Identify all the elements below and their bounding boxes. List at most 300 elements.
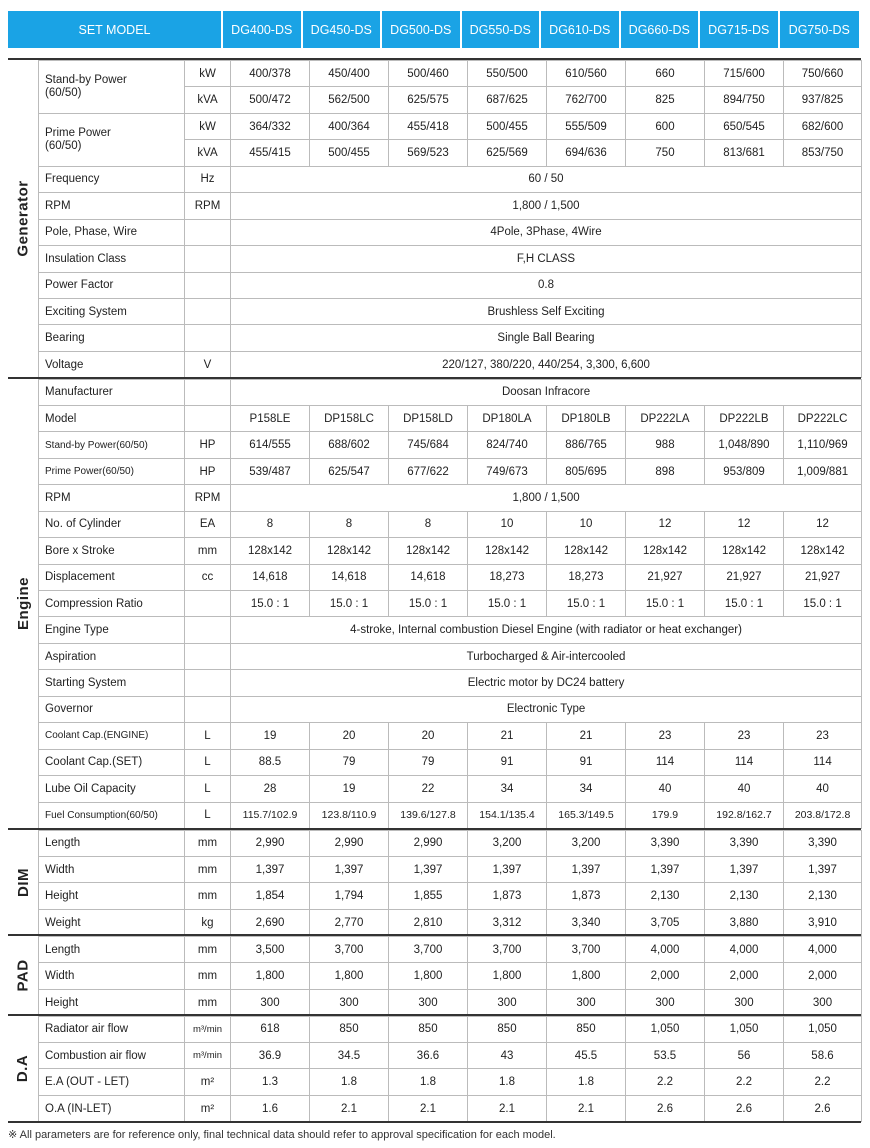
generator-table <box>38 60 862 378</box>
row-label: Aspiration <box>39 643 185 669</box>
value-cell: 15.0 : 1 <box>310 591 389 617</box>
value-cell: 2.6 <box>626 1095 705 1121</box>
span-value-cell: Turbocharged & Air-intercooled <box>231 643 862 669</box>
generator-section-label <box>8 60 38 377</box>
row-label: Bore x Stroke <box>39 538 185 564</box>
row-unit: RPM <box>185 485 231 511</box>
value-cell: 3,700 <box>310 937 389 963</box>
row-unit <box>185 405 231 431</box>
value-cell: 2,990 <box>310 830 389 856</box>
row-unit: kVA <box>185 87 231 113</box>
table-row <box>39 272 862 298</box>
row-label: Model <box>39 405 185 431</box>
value-cell: 614/555 <box>231 432 310 458</box>
row-label: Prime Power(60/50) <box>39 458 185 484</box>
da-section <box>8 1014 861 1122</box>
span-value-cell: Electric motor by DC24 battery <box>231 670 862 696</box>
row-label: No. of Cylinder <box>39 511 185 537</box>
value-cell: DP180LB <box>547 405 626 431</box>
row-unit: mm <box>185 989 231 1015</box>
value-cell: 22 <box>389 776 468 802</box>
table-row <box>39 166 862 192</box>
value-cell: 1,873 <box>468 883 547 909</box>
table-row <box>39 485 862 511</box>
value-cell: 21 <box>547 723 626 749</box>
value-cell: 749/673 <box>468 458 547 484</box>
value-cell: 19 <box>310 776 389 802</box>
value-cell: 688/602 <box>310 432 389 458</box>
generator-section <box>8 58 861 377</box>
value-cell: 2.6 <box>784 1095 862 1121</box>
value-cell: 20 <box>310 723 389 749</box>
value-cell: 500/455 <box>310 140 389 166</box>
value-cell: 500/455 <box>468 113 547 139</box>
row-label: Length <box>39 937 185 963</box>
value-cell: 953/809 <box>705 458 784 484</box>
table-row <box>39 617 862 643</box>
da-section-label <box>8 1016 38 1122</box>
table-row <box>39 696 862 722</box>
value-cell: 4,000 <box>705 937 784 963</box>
row-label: RPM <box>39 485 185 511</box>
value-cell: 36.9 <box>231 1042 310 1068</box>
table-bottom-rule <box>8 1121 861 1123</box>
value-cell: 23 <box>626 723 705 749</box>
table-row <box>39 246 862 272</box>
value-cell: 12 <box>784 511 862 537</box>
value-cell: 91 <box>547 749 626 775</box>
row-label: Insulation Class <box>39 246 185 272</box>
row-unit: L <box>185 723 231 749</box>
pad-table <box>38 936 862 1016</box>
value-cell: 15.0 : 1 <box>784 591 862 617</box>
value-cell: 825 <box>626 87 705 113</box>
value-cell: 300 <box>784 989 862 1015</box>
row-label: Bearing <box>39 325 185 351</box>
row-unit: cc <box>185 564 231 590</box>
value-cell: 79 <box>389 749 468 775</box>
value-cell: 3,910 <box>784 909 862 935</box>
pad-label-text: PAD <box>14 959 32 992</box>
row-unit <box>185 379 231 405</box>
value-cell: 1,397 <box>705 856 784 882</box>
value-cell: 8 <box>310 511 389 537</box>
value-cell: 34 <box>468 776 547 802</box>
row-unit: m³/min <box>185 1042 231 1068</box>
value-cell: 2.1 <box>547 1095 626 1121</box>
row-label: Displacement <box>39 564 185 590</box>
table-row <box>39 458 862 484</box>
value-cell: 2.1 <box>468 1095 547 1121</box>
table-row <box>39 883 862 909</box>
value-cell: 115.7/102.9 <box>231 802 310 828</box>
value-cell: 2,690 <box>231 909 310 935</box>
value-cell: 300 <box>468 989 547 1015</box>
row-unit: EA <box>185 511 231 537</box>
value-cell: DP222LC <box>784 405 862 431</box>
da-label-text: D.A <box>14 1054 32 1083</box>
value-cell: 3,880 <box>705 909 784 935</box>
dim-label-text: DIM <box>14 867 32 897</box>
table-row <box>39 591 862 617</box>
row-label: Coolant Cap.(ENGINE) <box>39 723 185 749</box>
value-cell: 625/569 <box>468 140 547 166</box>
table-row <box>39 351 862 377</box>
table-row <box>39 989 862 1015</box>
span-value-cell: 60 / 50 <box>231 166 862 192</box>
row-unit: mm <box>185 538 231 564</box>
value-cell: 10 <box>468 511 547 537</box>
value-cell: 18,273 <box>547 564 626 590</box>
value-cell: 8 <box>389 511 468 537</box>
span-value-cell: Doosan Infracore <box>231 379 862 405</box>
value-cell: 88.5 <box>231 749 310 775</box>
value-cell: 660 <box>626 61 705 87</box>
value-cell: 1.8 <box>547 1069 626 1095</box>
value-cell: 18,273 <box>468 564 547 590</box>
table-row <box>39 749 862 775</box>
dim-table <box>38 830 862 937</box>
value-cell: 500/472 <box>231 87 310 113</box>
value-cell: 1,794 <box>310 883 389 909</box>
row-unit <box>185 298 231 324</box>
value-cell: 1.6 <box>231 1095 310 1121</box>
value-cell: 58.6 <box>784 1042 862 1068</box>
standby-power-label: Stand-by Power (60/50) <box>39 61 185 114</box>
value-cell: 34.5 <box>310 1042 389 1068</box>
value-cell: 2,000 <box>705 963 784 989</box>
span-value-cell: 4Pole, 3Phase, 4Wire <box>231 219 862 245</box>
value-cell: 45.5 <box>547 1042 626 1068</box>
da-table <box>38 1016 862 1123</box>
engine-section-label <box>8 379 38 829</box>
value-cell: 114 <box>705 749 784 775</box>
value-cell: 179.9 <box>626 802 705 828</box>
generator-label-text: Generator <box>14 180 32 257</box>
value-cell: 128x142 <box>310 538 389 564</box>
row-label: Governor <box>39 696 185 722</box>
value-cell: 2,130 <box>784 883 862 909</box>
value-cell: 650/545 <box>705 113 784 139</box>
row-unit: mm <box>185 883 231 909</box>
span-value-cell: Single Ball Bearing <box>231 325 862 351</box>
value-cell: P158LE <box>231 405 310 431</box>
value-cell: 2.1 <box>310 1095 389 1121</box>
value-cell: 2.2 <box>705 1069 784 1095</box>
model-header: DG715-DS <box>700 11 780 48</box>
table-row <box>39 937 862 963</box>
row-unit: kW <box>185 61 231 87</box>
value-cell: 1,873 <box>547 883 626 909</box>
value-cell: 8 <box>231 511 310 537</box>
value-cell: 91 <box>468 749 547 775</box>
value-cell: 128x142 <box>468 538 547 564</box>
footnote: ※ All parameters are for reference only, final technical data should refer to approval specification for each model. <box>8 1129 556 1141</box>
value-cell: 300 <box>626 989 705 1015</box>
value-cell: 3,200 <box>547 830 626 856</box>
value-cell: 694/636 <box>547 140 626 166</box>
value-cell: 53.5 <box>626 1042 705 1068</box>
value-cell: 2.6 <box>705 1095 784 1121</box>
table-row <box>39 193 862 219</box>
span-value-cell: 0.8 <box>231 272 862 298</box>
value-cell: 850 <box>547 1016 626 1042</box>
value-cell: 15.0 : 1 <box>626 591 705 617</box>
table-row <box>39 723 862 749</box>
model-header: DG400-DS <box>223 11 303 48</box>
row-label: Width <box>39 963 185 989</box>
row-unit: HP <box>185 458 231 484</box>
value-cell: 192.8/162.7 <box>705 802 784 828</box>
value-cell: 2,770 <box>310 909 389 935</box>
value-cell: 21,927 <box>784 564 862 590</box>
value-cell: 3,700 <box>468 937 547 963</box>
row-label: Coolant Cap.(SET) <box>39 749 185 775</box>
row-unit: mm <box>185 856 231 882</box>
value-cell: 1,397 <box>231 856 310 882</box>
table-row <box>39 643 862 669</box>
model-header: DG550-DS <box>462 11 542 48</box>
prime-power-label: Prime Power (60/50) <box>39 113 185 166</box>
value-cell: 128x142 <box>389 538 468 564</box>
table-row <box>39 802 862 828</box>
value-cell: 2,000 <box>784 963 862 989</box>
value-cell: 562/500 <box>310 87 389 113</box>
value-cell: 34 <box>547 776 626 802</box>
span-value-cell: 220/127, 380/220, 440/254, 3,300, 6,600 <box>231 351 862 377</box>
value-cell: 3,700 <box>547 937 626 963</box>
value-cell: 850 <box>389 1016 468 1042</box>
value-cell: 1,009/881 <box>784 458 862 484</box>
row-label: Frequency <box>39 166 185 192</box>
value-cell: 555/509 <box>547 113 626 139</box>
value-cell: 2,130 <box>626 883 705 909</box>
value-cell: 894/750 <box>705 87 784 113</box>
span-value-cell: F,H CLASS <box>231 246 862 272</box>
row-label: Starting System <box>39 670 185 696</box>
value-cell: 128x142 <box>705 538 784 564</box>
value-cell: 1,800 <box>231 963 310 989</box>
model-header: DG610-DS <box>541 11 621 48</box>
value-cell: 4,000 <box>626 937 705 963</box>
table-row <box>39 432 862 458</box>
value-cell: 56 <box>705 1042 784 1068</box>
value-cell: 550/500 <box>468 61 547 87</box>
value-cell: 2.2 <box>784 1069 862 1095</box>
value-cell: 400/364 <box>310 113 389 139</box>
row-label: Radiator air flow <box>39 1016 185 1042</box>
table-row <box>39 1095 862 1121</box>
value-cell: 139.6/127.8 <box>389 802 468 828</box>
value-cell: 618 <box>231 1016 310 1042</box>
table-row <box>39 1069 862 1095</box>
row-label: Height <box>39 883 185 909</box>
table-row <box>39 219 862 245</box>
table-row <box>39 379 862 405</box>
table-row <box>39 538 862 564</box>
table-row <box>39 1042 862 1068</box>
value-cell: 128x142 <box>231 538 310 564</box>
value-cell: 2,990 <box>389 830 468 856</box>
table-row <box>39 856 862 882</box>
value-cell: 2,990 <box>231 830 310 856</box>
row-label: Engine Type <box>39 617 185 643</box>
value-cell: 677/622 <box>389 458 468 484</box>
value-cell: 455/415 <box>231 140 310 166</box>
pad-section <box>8 934 861 1015</box>
table-row <box>39 405 862 431</box>
engine-label-text: Engine <box>14 576 32 630</box>
row-label: Width <box>39 856 185 882</box>
value-cell: DP158LD <box>389 405 468 431</box>
engine-table <box>38 379 862 829</box>
value-cell: 23 <box>705 723 784 749</box>
value-cell: 2,000 <box>626 963 705 989</box>
value-cell: 14,618 <box>310 564 389 590</box>
row-unit <box>185 219 231 245</box>
value-cell: 625/547 <box>310 458 389 484</box>
row-label: Weight <box>39 909 185 935</box>
value-cell: 14,618 <box>389 564 468 590</box>
value-cell: 19 <box>231 723 310 749</box>
value-cell: 128x142 <box>547 538 626 564</box>
span-value-cell: 4-stroke, Internal combustion Diesel Engine (with radiator or heat exchanger) <box>231 617 862 643</box>
row-unit: mm <box>185 830 231 856</box>
value-cell: 300 <box>389 989 468 1015</box>
value-cell: 988 <box>626 432 705 458</box>
value-cell: 805/695 <box>547 458 626 484</box>
value-cell: 1.8 <box>389 1069 468 1095</box>
table-row <box>39 61 862 87</box>
value-cell: 1,397 <box>389 856 468 882</box>
dim-section <box>8 828 861 936</box>
value-cell: 40 <box>705 776 784 802</box>
row-label: Height <box>39 989 185 1015</box>
span-value-cell: Electronic Type <box>231 696 862 722</box>
value-cell: 850 <box>468 1016 547 1042</box>
value-cell: 3,200 <box>468 830 547 856</box>
value-cell: 15.0 : 1 <box>468 591 547 617</box>
value-cell: 450/400 <box>310 61 389 87</box>
span-value-cell: Brushless Self Exciting <box>231 298 862 324</box>
value-cell: 114 <box>626 749 705 775</box>
value-cell: 1,110/969 <box>784 432 862 458</box>
span-value-cell: 1,800 / 1,500 <box>231 193 862 219</box>
row-unit <box>185 643 231 669</box>
value-cell: 21,927 <box>705 564 784 590</box>
value-cell: 12 <box>705 511 784 537</box>
row-label: Manufacturer <box>39 379 185 405</box>
row-label: Power Factor <box>39 272 185 298</box>
value-cell: 1,854 <box>231 883 310 909</box>
value-cell: 824/740 <box>468 432 547 458</box>
value-cell: 853/750 <box>784 140 862 166</box>
value-cell: 36.6 <box>389 1042 468 1068</box>
table-row <box>39 1016 862 1042</box>
row-unit: m² <box>185 1095 231 1121</box>
value-cell: 300 <box>705 989 784 1015</box>
value-cell: DP180LA <box>468 405 547 431</box>
table-row <box>39 564 862 590</box>
row-unit: L <box>185 802 231 828</box>
table-row <box>39 963 862 989</box>
value-cell: 455/418 <box>389 113 468 139</box>
row-label: Exciting System <box>39 298 185 324</box>
value-cell: 2,810 <box>389 909 468 935</box>
value-cell: 400/378 <box>231 61 310 87</box>
table-row <box>39 830 862 856</box>
value-cell: 3,700 <box>389 937 468 963</box>
value-cell: 10 <box>547 511 626 537</box>
value-cell: 1,050 <box>626 1016 705 1042</box>
value-cell: DP222LB <box>705 405 784 431</box>
row-label: Pole, Phase, Wire <box>39 219 185 245</box>
value-cell: 1,048/890 <box>705 432 784 458</box>
value-cell: 500/460 <box>389 61 468 87</box>
value-cell: 1.8 <box>310 1069 389 1095</box>
row-unit <box>185 325 231 351</box>
row-unit: HP <box>185 432 231 458</box>
value-cell: 850 <box>310 1016 389 1042</box>
value-cell: 165.3/149.5 <box>547 802 626 828</box>
value-cell: 569/523 <box>389 140 468 166</box>
row-unit: Hz <box>185 166 231 192</box>
value-cell: 203.8/172.8 <box>784 802 862 828</box>
value-cell: DP158LC <box>310 405 389 431</box>
value-cell: 1,800 <box>547 963 626 989</box>
row-unit <box>185 696 231 722</box>
value-cell: 3,390 <box>626 830 705 856</box>
row-unit <box>185 591 231 617</box>
value-cell: 128x142 <box>784 538 862 564</box>
row-label: Length <box>39 830 185 856</box>
value-cell: 886/765 <box>547 432 626 458</box>
value-cell: 1,397 <box>547 856 626 882</box>
row-unit: V <box>185 351 231 377</box>
row-unit <box>185 272 231 298</box>
row-label: Voltage <box>39 351 185 377</box>
value-cell: 14,618 <box>231 564 310 590</box>
value-cell: 1,800 <box>389 963 468 989</box>
row-unit: L <box>185 776 231 802</box>
row-unit: m² <box>185 1069 231 1095</box>
row-unit <box>185 246 231 272</box>
value-cell: 600 <box>626 113 705 139</box>
value-cell: 1,050 <box>784 1016 862 1042</box>
value-cell: 3,390 <box>705 830 784 856</box>
row-label: Compression Ratio <box>39 591 185 617</box>
model-header: DG750-DS <box>780 11 860 48</box>
model-header: DG660-DS <box>621 11 701 48</box>
header-row <box>8 11 859 48</box>
value-cell: 539/487 <box>231 458 310 484</box>
row-unit: L <box>185 749 231 775</box>
value-cell: 762/700 <box>547 87 626 113</box>
row-unit: m³/min <box>185 1016 231 1042</box>
row-unit <box>185 670 231 696</box>
value-cell: 750 <box>626 140 705 166</box>
model-header: DG450-DS <box>303 11 383 48</box>
value-cell: 154.1/135.4 <box>468 802 547 828</box>
value-cell: 21 <box>468 723 547 749</box>
value-cell: 12 <box>626 511 705 537</box>
value-cell: 43 <box>468 1042 547 1068</box>
value-cell: 1,397 <box>784 856 862 882</box>
value-cell: 1.3 <box>231 1069 310 1095</box>
value-cell: 28 <box>231 776 310 802</box>
engine-section <box>8 377 861 829</box>
table-row <box>39 298 862 324</box>
